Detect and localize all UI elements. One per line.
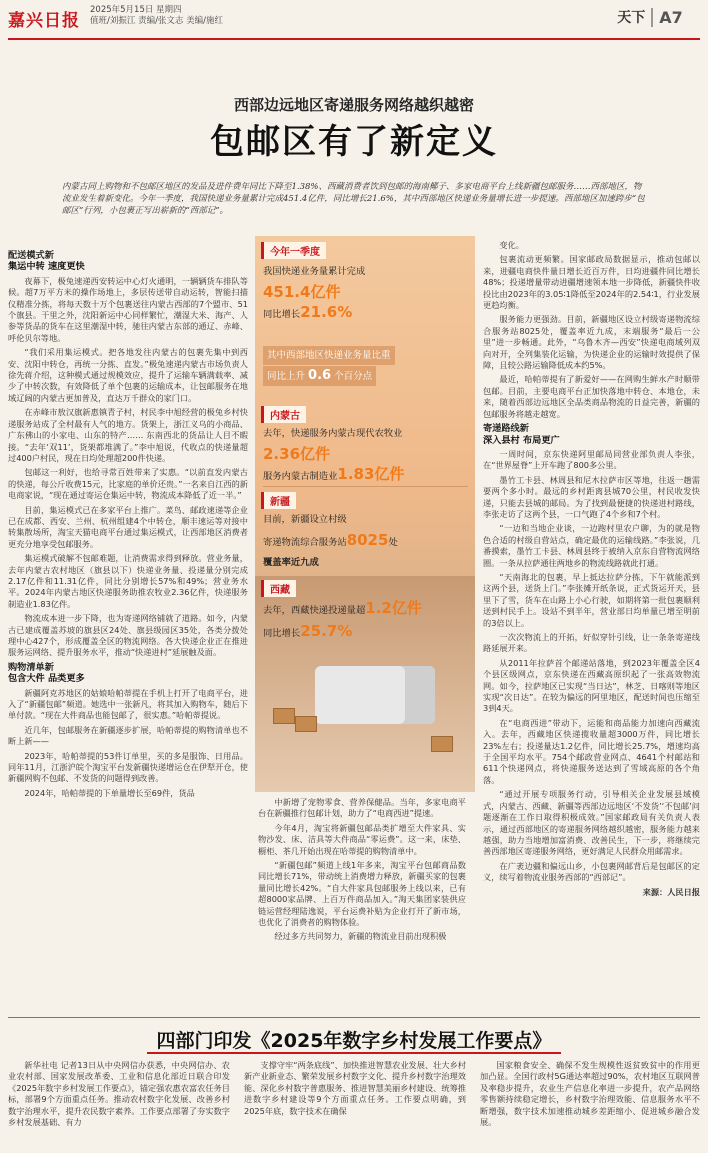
- section-title: 购物清单新: [8, 661, 54, 673]
- paragraph: 一周时间，京东快递阿里邮局同营业部负责人李张，在“世界屋脊”上开车跑了800多公里。: [483, 448, 700, 471]
- article-column-1: [8, 248, 248, 1013]
- paragraph: 新华社电 记者13日从中央网信办获悉，中央网信办、农业农村部、国家发展改革委、工业和信息化部近日联合印发《2025年数字乡村发展工作要点》，锚定强农惠农富农任务目标，部署9个方面重点任务。推动农村数字化发展、改善乡村数字治理水平，提升农民数字素养。工作要点部署了夯实数字乡村发展基础、有力: [8, 1060, 230, 1128]
- article-lead: 内蒙古同上购物和不包邮区地区的发品及进件费年同比下降至1.38%、西藏消费者饮到包邮的海南椰子、多家电商平台上线新疆包邮服务……西部地区，物流业发生着新变化。今年一季度，我国快递业务量累计完成451.4亿件，同比增长21.6%，其中西部地区快递业务量增长进一步提速。西部地区加速跨步“包邮区”行列，小包裹正写出崭新的“西部记”。: [62, 182, 645, 216]
- infographic-value: 21.6%: [300, 303, 353, 321]
- newspaper-logo: 嘉兴日报: [8, 11, 80, 31]
- second-article-column-1: [8, 1060, 230, 1150]
- parcel-box-illustration: [295, 716, 317, 732]
- paragraph: 包裹流动更频繁。国家邮政局数据显示，推动包邮以来，进疆电商快件量日增长近百万件，日均进疆件同比增长48%；投递增量带动进疆增速领本地一步降低，新疆快件收投比由2023年的3.05∶1降低至2024年的2.54∶1，行业发展更趋均衡。: [483, 254, 700, 311]
- infographic-card: [255, 236, 475, 792]
- paragraph: 包邮这一利好，也给寻常百姓带来了实惠。“以前直发内蒙古的快递，每公斤收费15元，比家庭的单价还贵。”一名来自江西的新电商家说，“现在通过寄运仓集运中转，物流成本降低了近一半。”: [8, 467, 248, 501]
- divider: [263, 486, 468, 487]
- infographic-line: [263, 530, 468, 553]
- paragraph: 在赤峰市敖汉旗新惠镇青子村，村民李中旭经营的极兔乡村快递服务站成了全村最有人气的地方。货架上，浙江义乌的小商品、广东佛山的小家电、山东的特产…… 东南西北的货品让人目不暇接。“去年‘双11’，货架都堆满了。”李中旭说，代收点的快递量超过400户村民，现在日均处理超200件快递。: [8, 407, 248, 463]
- section-subtitle: 集运中转 速度更快: [8, 261, 85, 273]
- article-column-2: [258, 797, 466, 1013]
- section-title: 寄递路线新: [483, 423, 529, 435]
- infographic-value: 1.2亿件: [365, 599, 422, 617]
- masthead-rule: [8, 38, 700, 40]
- infographic-value: 8025: [346, 531, 389, 549]
- infographic-line: [263, 598, 468, 621]
- infographic-text: 处: [388, 537, 398, 548]
- masthead-date: 2025年5月15日 星期四: [90, 5, 182, 15]
- infographic-text: 去年，西藏快递投递量超: [263, 605, 366, 616]
- paragraph: 2023年，哈帕蒂提的53件订单里，买的多是服饰、日用品。同年11月，江浙沪皖个淘宝平台发新疆快递增运仓在伊犁开仓，使新疆网购不包邮、不发货的问题得到改善。: [8, 750, 248, 784]
- infographic-text: 同比增长: [263, 309, 301, 320]
- paragraph: 今年4月，淘宝将新疆包邮品类扩增至大件家具、实物沙发、床、洁具等大件商品“零运费”。这一来，床垫、橱柜、茶几开始出现在哈蒂提的购物清单中。: [258, 822, 466, 856]
- infographic-text: 同比上升: [267, 371, 306, 382]
- infographic-text: 我国快递业务量累计完成: [263, 266, 366, 277]
- infographic-value: 0.6: [308, 368, 332, 383]
- infographic-text: 服务内蒙古制造业: [263, 471, 338, 482]
- infographic-tag-q1: 今年一季度: [261, 242, 326, 259]
- delivery-van-illustration: [315, 666, 435, 724]
- paragraph: 近几年，包邮服务在新疆逐步扩展，哈帕蒂提的购物清单也不断上新——: [8, 724, 248, 747]
- paragraph: 目前，集运模式已在多家平台上推广。菜鸟、邮政速递等企业已在成都、西安、兰州、杭州组建4个中转仓，顺丰速运等对接中转集散场所，淘宝天猫电商平台通过集运模式，让西部地区消费者更充分地享受包邮服务。: [8, 504, 248, 549]
- section-title: 配送模式新: [8, 250, 54, 261]
- infographic-text: 同比增长: [263, 628, 301, 639]
- second-article-title: 四部门印发《2025年数字乡村发展工作要点》: [147, 1030, 562, 1054]
- parcel-box-illustration: [273, 708, 295, 724]
- infographic-text: 个百分点: [334, 371, 373, 382]
- paragraph: 中新增了宠物零食、营养保健品。当年，多家电商平台在新疆推行包邮计划，助力了“电商西进”提速。: [258, 797, 466, 819]
- infographic-tag-xizang: 西藏: [261, 580, 296, 597]
- paragraph: 夜幕下，极兔速递西安转运中心灯火通明，一辆辆货车排队等候。超7万平方米的操作场地上，多层传送带自动运转，智能扫描仪精准分拣，将每天数十万个包裹送往内蒙古西部的7个盟市、51个旗县。干里之外，沈阳新运中心同样繁忙，潮湿大米、海产、人参等货品的货车在这里潮湿中转，驰往内蒙古东部的通辽、赤峰、呼伦贝尔等地。: [8, 275, 248, 343]
- infographic-line: [263, 464, 468, 487]
- infographic-value: 25.7%: [300, 622, 353, 640]
- section-name: 天下: [617, 10, 646, 26]
- infographic-value: 1.83亿件: [337, 465, 405, 483]
- page-number: A7: [651, 8, 683, 27]
- article-source: 来源：人民日报: [642, 886, 700, 897]
- infographic-value: 2.36亿件: [263, 445, 331, 463]
- parcel-box-illustration: [431, 736, 453, 752]
- paragraph: “天南海北的包裹，早上抵达拉萨分拣，下午就能派到这两个县，送货上门。”李张摊开纸条说，正式货运开天，县里下了雪，货车在山路上小心行驶，如期将第一批包裹顺利送到村民手上。设站不到半年，营业部日均单量已增至明前的3倍以上。: [483, 571, 700, 628]
- infographic-line: [263, 621, 468, 644]
- infographic-text: 覆盖率近九成: [263, 557, 319, 568]
- infographic-text: 寄递物流综合服务站: [263, 537, 347, 548]
- paragraph: 在广袤边疆和偏远山乡，小包裹网邮背后是包邮区的定义，续写着物流业服务西部的“西部记”。: [483, 860, 700, 883]
- paragraph: 最近，哈帕蒂提有了新爱好——在网购生鲜水产时顺带包邮。目前，主要电商平台正加快落地中转仓、本地仓，未来，随着西部边远地区全品类商品物流的日益完善，新疆的包邮服务将越走越宽。: [483, 374, 700, 419]
- paragraph: 国家粮食安全、确保不发生规模性返贫致贫中的作用更加凸显。全国行政村5G通达率超过90%，农村地区互联网普及率稳步提升，农业生产信息化率进一步提升，农产品网络零售额持续稳定增长，乡村数字治理效能、信息服务水平不断增强，数字技术加速推动城乡差距缩小、促进城乡融合发展。: [480, 1060, 700, 1128]
- infographic-xj-block: [263, 510, 468, 573]
- article-subtitle: 西部边远地区寄递服务网络越织越密: [233, 96, 474, 114]
- paragraph: 支撑守牢“两条底线”、加快推进智慧农业发展、壮大乡村新产业新业态、繁荣发展乡村数字文化、提升乡村数字治理效能、深化乡村数字普惠服务、推进智慧美丽乡村建设、统筹推进数字乡村建设等9个方面重点任务。工作要点明确，到2025年底，数字技术在确保: [244, 1060, 466, 1116]
- paragraph: 新疆阿克苏地区的姑娘哈帕蒂提在手机上打开了电商平台，进入了“新疆包邮”频道。她选中一张新凡，将其加入购物车，随后下单付款。“现在大件商品也能包邮了，很实惠。”哈帕蒂提说。: [8, 687, 248, 721]
- infographic-xz-block: [263, 598, 468, 644]
- infographic-nm-block: [263, 424, 468, 487]
- infographic-text: 目前，新疆设立村级: [263, 514, 347, 525]
- paragraph: 一次次物流上的开拓，好似穿针引线，让一条条寄递线路延展开来。: [483, 632, 700, 654]
- section-tag: [598, 4, 702, 30]
- masthead-meta: [90, 5, 223, 27]
- paragraph: “通过开展专项服务行动，引导相关企业发展县域模式，内蒙古、西藏、新疆等西部边远地区‘不发货’‘不包邮’问题逐渐在工作日取得积极成效。”国家邮政局有关负责人表示，通过西部地区的寄递服务网络越织越密，服务能力越来越强，助力当地增加富消费、改善民生，下一步，将继续完善西部地区寄递服务网络，更好满足人民群众用邮需求。: [483, 789, 700, 857]
- paragraph: “我们采用集运模式。把各地发往内蒙古的包裹先集中到西安、沈阳中转仓，再统一分拣、直发。”极兔速递内蒙古市场负责人徐先蒋介绍，这种模式通过规模效应，提升了运输车辆满载率、减少了中转次数，有效降低了单个包裹的运输成本，让包邮服务在地域辽阔的内蒙古更加普及，直达万千群众的家门口。: [8, 347, 248, 403]
- paragraph: 服务能力更强劲。目前，新疆地区设立村级寄递物流综合服务站8025处，覆盖率近九成，末端服务“最后一公里”进一步畅通。此外，“乌鲁木齐—西安”快递电商域列双向对开，全列集装化运输，为快递企业的运输时效提供了保障，且较公路运输降低成本约5%。: [483, 314, 700, 371]
- paragraph: “一边和当地企业谈，一边跑村里农户聊，为的就是物色合适的村级自营站点，确定最优的运输线路。”李张说，几番摸索，墨竹工卡县、林周县终于被纳入京东自营物流网络圈。一条从拉萨通往两地乡的物流线路就此打通。: [483, 523, 700, 568]
- infographic-highlight-line: [263, 366, 376, 386]
- article-headline: 包邮区有了新定义: [210, 122, 498, 162]
- infographic-highlight: 其中西部地区快递业务量比重: [263, 346, 395, 365]
- paragraph: 集运模式破解不包邮难题，让消费需求得到释放。营业务量，去年内蒙古农村地区（旗县以下）快递业务量、投递量分别完成2.17亿件和11.31亿件，同比分别增长57%和49%；营业务水平。2024年内蒙古地区快递服务助推农牧业2.36亿件，快递服务制造业1.83亿件。: [8, 553, 248, 609]
- paragraph: 经过多方共同努力，新疆的物流业目前出现积极: [274, 931, 447, 942]
- infographic-line: [263, 302, 468, 325]
- second-article-column-2: [244, 1060, 466, 1150]
- second-article-column-3: [480, 1060, 700, 1150]
- infographic-value: 451.4亿件: [263, 283, 341, 301]
- paragraph: 物流成本进一步下降，也为寄递网络铺就了道路。如今，内蒙古已建成覆盖苏坡的旗县区24处、旗县级园区35处，各类分拨处理中心427个，形成覆盖全区的物流网络。各大快递企业正在推进服务运网络、提升服务水平，推动“快递进村”延展触及面。: [8, 613, 248, 658]
- infographic-text: 去年，快递服务内蒙古现代农牧业: [263, 428, 403, 439]
- section-divider: [8, 1017, 700, 1018]
- paragraph: 墨竹工卡县、林周县和尼木拉萨市区等地，往返一趟需要两个多小时。最远的乡村距离县城70公里，村民收发快递，只能去县城的邮局。为了找到最便捷的快递进村路线，李张走访了这两个县，一口气跑了4个乡和7个村。: [483, 474, 700, 519]
- paragraph: 2024年，哈帕蒂提的下单量增长至69件，货品: [24, 787, 195, 798]
- second-article-headline: [0, 1026, 708, 1053]
- section-subtitle: 包含大件 品类更多: [8, 673, 85, 685]
- masthead-editors: 值班/刘振江 责编/张文志 美编/施红: [90, 16, 223, 26]
- infographic-tag-neimenggu: 内蒙古: [261, 406, 306, 423]
- article-column-3: [483, 240, 700, 1013]
- paragraph: 在“电商西进”带动下，运能和商品能力加速向西藏流入。去年，西藏地区快递揽收量超3000万件，同比增长23%左右；投递量达1.2亿件，同比增长25.7%，增速均高于全国平均水平。754个邮政营业网点、4641个村邮站和611个快递网点，将快递服务送达到了雪域高原的各个角落。: [483, 717, 700, 785]
- infographic-tag-xinjiang: 新疆: [261, 492, 296, 509]
- paragraph: 变化。: [499, 240, 524, 250]
- paragraph: 从2011年拉萨首个邮递站落地，到2023年覆盖全区4个县区级网点，京东快递在西藏高原织起了一张高效物流网。如今，拉萨地区已实现“当日达”，林芝、日喀则等地区实现“次日达”。在较为偏远的阿里地区，配送时间也压缩至3到4天。: [483, 657, 700, 714]
- infographic-q1-block: [263, 262, 468, 325]
- section-subtitle: 深入县村 布局更广: [483, 434, 560, 446]
- paragraph: “新疆包邮”频道上线1年多来，淘宝平台包邮商品数同比增长71%，带动统上消费增力释放，新疆买家的包裹量同比增长42%。“自大件家具包邮服务上线以来，已有超8000家品牌、上百万件商品加入。”淘天集团家装供应链运营经理陆逸说，平台运费补贴为企业打开了新市场，也优化了消费者的购物体验。: [258, 860, 466, 928]
